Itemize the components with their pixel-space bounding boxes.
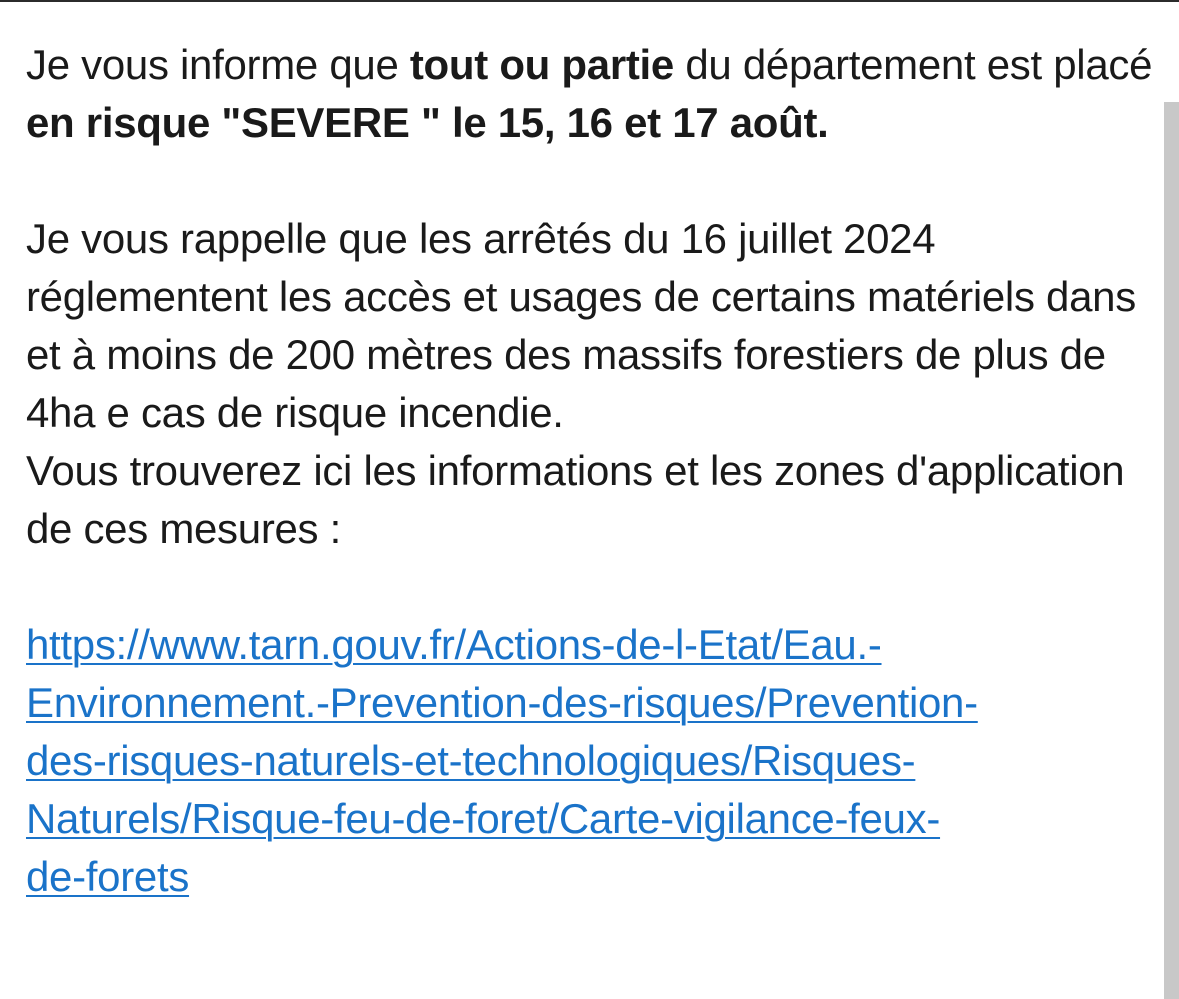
link-line-1: https://www.tarn.gouv.fr/Actions-de-l-Etat/Eau.-: [26, 621, 882, 668]
top-divider: [0, 0, 1179, 2]
link-line-3: des-risques-naturels-et-technologiques/Risques-: [26, 737, 916, 784]
link-line-4: Naturels/Risque-feu-de-foret/Carte-vigilance-feux-: [26, 795, 941, 842]
info-link-paragraph: [26, 616, 1156, 906]
notice-bold-scope: tout ou partie: [409, 41, 674, 88]
info-intro-paragraph: Vous trouverez ici les informations et les zones d'application de ces mesures :: [26, 447, 1125, 552]
link-line-2: Environnement.-Prevention-des-risques/Prevention-: [26, 679, 978, 726]
vertical-scrollbar[interactable]: [1164, 102, 1179, 999]
risk-notice-paragraph: [26, 36, 1156, 152]
paragraph-gap: [26, 152, 1156, 210]
message-body: [26, 36, 1156, 906]
link-line-5: de-forets: [26, 853, 190, 900]
notice-bold-risk-level: en risque "SEVERE " le 15, 16 et 17 août.: [26, 99, 829, 146]
notice-text-2: du département est placé: [673, 41, 1153, 88]
notice-text-1: Je vous informe que: [26, 41, 410, 88]
prefecture-info-link[interactable]: [26, 621, 978, 900]
paragraph-gap: [26, 558, 1156, 616]
decree-reminder-paragraph: Je vous rappelle que les arrêtés du 16 juillet 2024 réglementent les accès et usages de certains matériels dans et à moins de 200 mètres des massifs forestiers de plus de 4ha e cas de risque incendie.: [26, 215, 1136, 436]
